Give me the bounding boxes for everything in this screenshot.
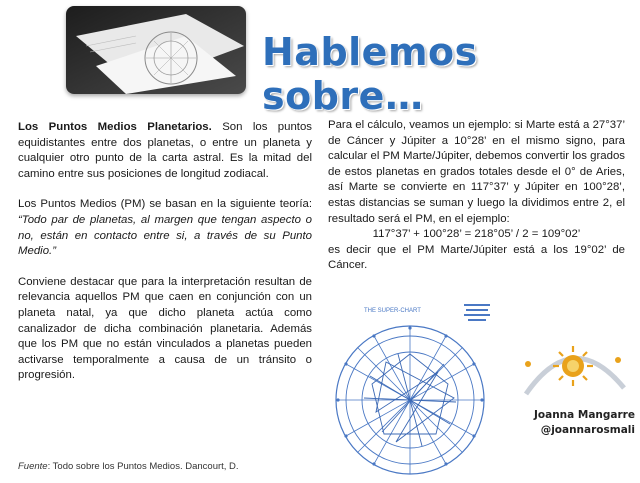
natal-chart-wheel (326, 302, 502, 478)
source-text: : Todo sobre los Puntos Medios. Dancourt, D. (47, 461, 239, 472)
left-column (18, 120, 312, 399)
definition-lead: Los Puntos Medios Planetarios. (18, 121, 212, 133)
example-paragraph: Para el cálculo, veamos un ejemplo: si Marte está a 27°37’ de Cáncer y Júpiter a 10°28’ en el mismo signo, para calcular el PM Marte/Júpiter, debemos convertir los grados de estos planetas en grados totales desde el 0° de Aries, así Marte se convierte en 117°37’ y Júpiter en 100°28’, estas distancias se suman y luego la dividimos entre 2, el resultado será el PM, en el ejemplo: (328, 119, 625, 225)
definition-text: Son los puntos equidistantes entre dos planetas, o entre un planeta y cualquier otro punto de la carta astral. Es la mitad del camino entre sus posiciones de longitud zodiacal. (18, 121, 312, 180)
source-label: Fuente (18, 461, 48, 472)
author-handle: @joannarosmali (540, 424, 635, 436)
definition-paragraph (18, 120, 312, 182)
astrology-chart-photo (66, 6, 246, 94)
source-citation (18, 461, 318, 472)
theory-quote: “Todo par de planetas, al margen que tengan aspecto o no, están en contacto entre si, a través de su Punto Medio.” (18, 213, 312, 258)
conclusion-paragraph: es decir que el PM Marte/Júpiter está a los 19°02’ de Cáncer. (328, 243, 625, 272)
theory-paragraph (18, 197, 312, 259)
natal-chart-image (326, 302, 502, 478)
calculation-line: 117°37’ + 100°28’ = 218°05’ / 2 = 109°02’ (372, 228, 581, 241)
page-title: Hablemos sobre… (262, 30, 478, 118)
sun-logo (518, 336, 628, 402)
chart-caption: THE SUPER-CHART (364, 308, 421, 314)
right-column (328, 118, 625, 274)
author-name: Joanna Mangarre (534, 409, 635, 421)
author-signature (520, 408, 635, 438)
theory-text: Los Puntos Medios (PM) se basan en la siguiente teoría: (18, 198, 312, 211)
interpretation-paragraph: Conviene destacar que para la interpretación resultan de relevancia aquellos PM que caen en conjunción con un planeta natal, ya que dicho planeta actúa como canalizador de dicha combinación planetaria. Además que los PM que no están vinculados a planetas pueden activarse temporalmente a causa de un tránsito o progresión. (18, 275, 312, 382)
